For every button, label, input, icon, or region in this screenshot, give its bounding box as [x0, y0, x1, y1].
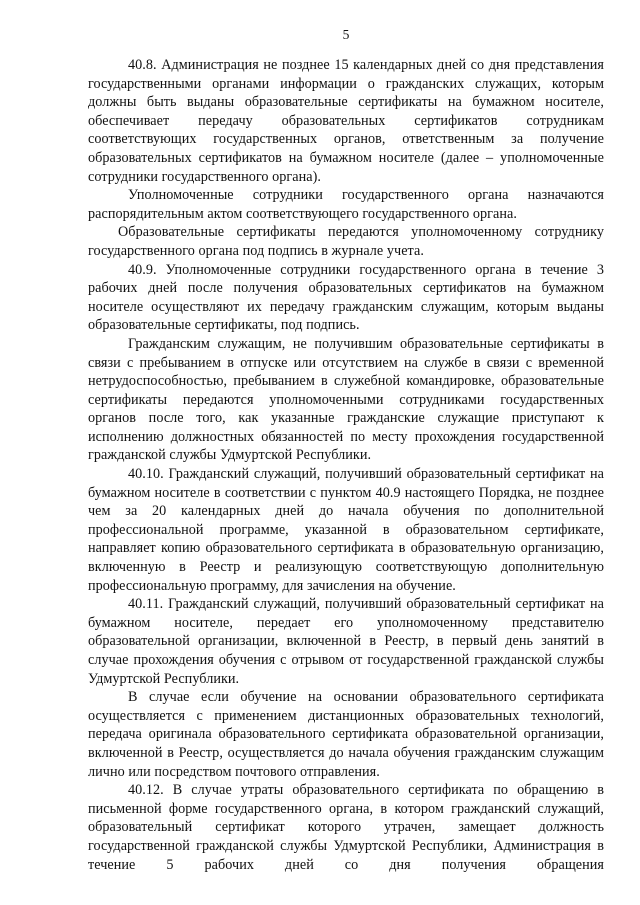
paragraph-certificates-handover: Образовательные сертификаты передаются уполномоченному сотруднику государственного органа под подпись в журнале учета.	[88, 224, 604, 259]
document-page	[88, 26, 604, 874]
paragraph-40-11: 40.11. Гражданский служащий, получивший образовательный сертификат на бумажном носителе, передает его уполномоченному представителю образовательной организации, включенной в Реестр, в первый день занятий в случае прохождения обучения с отрывом от государственной гражданской службы Удмуртской Республики.	[88, 596, 604, 687]
paragraph-distance-learning: В случае если обучение на основании образовательного сертификата осуществляется с применением дистанционных образовательных технологий, передача оригинала образовательного сертификата образовательной организации, включенной в Реестр, осуществляется до начала обучения гражданским служащим лично или посредством почтового отправления.	[88, 689, 604, 780]
paragraph-40-8: 40.8. Администрация не позднее 15 календарных дней со дня представления государственными органами информации о гражданских служащих, которым должны быть выданы образовательные сертификаты на бумажном носителе, обеспечивает передачу образовательных сертификатов сотрудникам соответствующих государственных органов, ответственным за получение образовательных сертификатов на бумажном носителе (далее – уполномоченные сотрудники государственного органа).	[88, 57, 604, 185]
paragraph-authorized-staff: Уполномоченные сотрудники государственного органа назначаются распорядительным актом соответствующего государственного органа.	[88, 187, 604, 222]
paragraph-40-10: 40.10. Гражданский служащий, получивший образовательный сертификат на бумажном носителе в соответствии с пунктом 40.9 настоящего Порядка, не позднее чем за 20 календарных дней до начала обучения по дополнительной профессиональной программе, указанной в образовательном сертификате, направляет копию образовательного сертификата в образовательную организацию, включенную в Реестр и реализующую соответствующую дополнительную профессиональную программу, для зачисления на обучение.	[88, 466, 604, 594]
paragraph-40-12: 40.12. В случае утраты образовательного сертификата по обращению в письменной форме государственного органа, в котором гражданский служащий, образовательный сертификат которого утрачен, замещает должность государственной гражданской службы Удмуртской Республики, Администрация в течение 5 рабочих дней со дня получения обращения	[88, 782, 604, 873]
paragraph-absent-employees: Гражданским служащим, не получившим образовательные сертификаты в связи с пребыванием в отпуске или отсутствием на службе в связи с временной нетрудоспособностью, пребыванием в служебной командировке, образовательные сертификаты передаются уполномоченными сотрудниками государственных органов после того, как указанные гражданские служащие приступают к исполнению должностных обязанностей по месту прохождения государственной гражданской службы Удмуртской Республики.	[88, 335, 604, 464]
paragraph-40-9: 40.9. Уполномоченные сотрудники государственного органа в течение 3 рабочих дней после получения образовательных сертификатов на бумажном носителе осуществляют их передачу гражданским служащим, которым выданы образовательные сертификаты, под подпись.	[88, 261, 604, 334]
page-number: 5	[342, 27, 350, 42]
